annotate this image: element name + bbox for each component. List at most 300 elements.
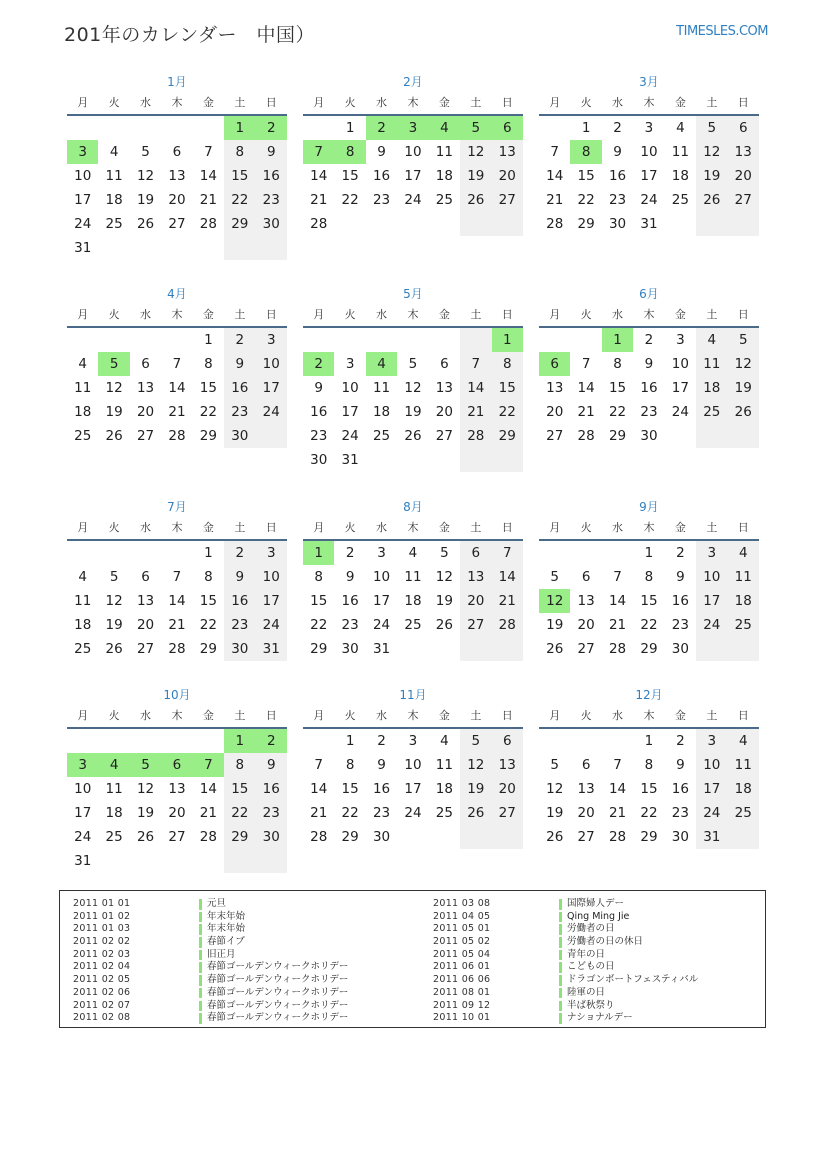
day-cell: 27 (577, 829, 595, 845)
day-cell: 29 (608, 428, 627, 444)
day-cell: 23 (671, 617, 689, 633)
day-cell: 1 (204, 332, 213, 348)
day-cell: 23 (640, 404, 658, 420)
holiday-name: 労働者の日の休日 (567, 936, 644, 948)
day-cell: 1 (204, 545, 213, 561)
day-cell: 26 (460, 801, 491, 825)
day-cell: 8 (224, 140, 255, 164)
weekday-header: 木 (397, 304, 428, 328)
empty-cell (429, 212, 460, 236)
weekday-header: 日 (492, 517, 523, 541)
day-cell: 9 (377, 144, 386, 160)
day-cell: 16 (224, 376, 255, 400)
empty-cell (161, 116, 192, 140)
day-cell: 13 (728, 140, 759, 164)
holiday-date: 2011 02 02 (73, 936, 131, 948)
day-cell: 24 (671, 404, 689, 420)
weekday-header: 水 (130, 304, 161, 328)
day-cell: 11 (696, 352, 727, 376)
day-cell: 23 (256, 801, 287, 825)
holiday-date: 2011 05 02 (433, 936, 491, 948)
day-cell: 4 (408, 545, 418, 561)
day-cell: 7 (550, 144, 559, 160)
weekday-header: 木 (161, 705, 192, 729)
holiday-marker (559, 924, 562, 935)
day-cell: 13 (168, 168, 186, 184)
day-cell: 4 (429, 116, 460, 140)
empty-cell (728, 212, 759, 236)
month-4 (67, 284, 287, 448)
weekday-header: 火 (334, 517, 365, 541)
day-cell: 1 (581, 120, 591, 136)
day-cell: 9 (314, 380, 323, 396)
day-cell: 26 (105, 428, 123, 444)
day-cell: 16 (224, 589, 255, 613)
month-name: 11月 (399, 688, 427, 702)
day-cell: 6 (440, 356, 449, 372)
empty-cell (98, 116, 129, 140)
empty-cell (366, 212, 397, 236)
day-cell: 28 (168, 641, 186, 657)
month-6 (539, 284, 759, 448)
day-cell: 13 (577, 593, 595, 609)
holiday-marker (199, 912, 202, 923)
day-cell: 19 (460, 164, 491, 188)
holiday-list (59, 890, 766, 1028)
day-cell: 25 (74, 428, 92, 444)
day-cell: 20 (492, 164, 523, 188)
day-cell: 8 (334, 140, 365, 164)
month-days-grid (67, 705, 287, 873)
empty-cell (492, 448, 523, 472)
day-cell: 21 (546, 192, 564, 208)
empty-cell (460, 448, 491, 472)
day-cell: 23 (310, 428, 328, 444)
empty-cell (570, 328, 601, 352)
empty-cell (256, 849, 287, 873)
weekday-header: 金 (429, 517, 460, 541)
empty-cell (665, 212, 696, 236)
holiday-date: 2011 09 12 (433, 999, 491, 1011)
empty-cell (429, 328, 460, 352)
empty-cell (130, 116, 161, 140)
day-cell: 30 (372, 829, 391, 845)
day-cell: 16 (256, 164, 287, 188)
day-cell: 8 (224, 753, 255, 777)
weekday-header: 水 (366, 92, 397, 116)
day-cell: 30 (341, 641, 359, 657)
day-cell: 2 (676, 733, 685, 749)
day-cell: 23 (372, 192, 391, 208)
day-cell: 25 (671, 192, 689, 208)
day-cell: 5 (440, 545, 449, 561)
weekday-header: 火 (98, 304, 129, 328)
day-cell: 5 (109, 569, 119, 585)
holiday-date: 2011 05 01 (433, 923, 491, 935)
empty-cell (67, 328, 98, 352)
weekday-header: 月 (539, 92, 570, 116)
day-cell: 22 (608, 404, 627, 420)
day-cell: 20 (492, 777, 523, 801)
day-cell: 30 (310, 452, 328, 468)
day-cell: 17 (372, 593, 391, 609)
day-cell: 10 (341, 380, 359, 396)
brand-logo[interactable]: TIMESLES.COM (676, 24, 768, 39)
day-cell: 30 (224, 637, 255, 661)
day-cell: 20 (136, 404, 155, 420)
day-cell: 29 (199, 641, 217, 657)
holiday-name: 陸軍の日 (567, 986, 606, 998)
weekday-header: 金 (193, 705, 224, 729)
empty-cell (397, 212, 428, 236)
weekday-header: 月 (539, 304, 570, 328)
day-cell: 13 (492, 753, 523, 777)
day-cell: 28 (608, 641, 627, 657)
weekday-header: 火 (334, 304, 365, 328)
day-cell: 27 (136, 641, 155, 657)
day-cell: 10 (404, 757, 422, 773)
day-cell: 23 (671, 805, 689, 821)
holiday-name: 春節イブ (207, 936, 245, 948)
day-cell: 15 (310, 593, 328, 609)
day-cell: 8 (644, 569, 654, 585)
month-2 (303, 72, 523, 236)
day-cell: 31 (696, 825, 727, 849)
day-cell: 15 (199, 593, 217, 609)
day-cell: 17 (74, 805, 92, 821)
day-cell: 9 (256, 753, 287, 777)
day-cell: 21 (168, 404, 186, 420)
day-cell: 17 (696, 777, 727, 801)
day-cell: 12 (435, 569, 453, 585)
day-cell: 4 (440, 733, 449, 749)
day-cell: 24 (74, 216, 92, 232)
day-cell: 3 (67, 753, 98, 777)
day-cell: 9 (676, 757, 685, 773)
day-cell: 6 (492, 729, 523, 753)
day-cell: 21 (608, 805, 627, 821)
day-cell: 2 (644, 332, 654, 348)
day-cell: 18 (372, 404, 391, 420)
holiday-name: 春節ゴールデンウィークホリデー (207, 961, 349, 973)
holiday-name: 春節ゴールデンウィークホリデー (207, 1012, 349, 1024)
weekday-header: 金 (193, 517, 224, 541)
month-8 (303, 497, 523, 661)
day-cell: 14 (492, 565, 523, 589)
empty-cell (539, 541, 570, 565)
day-cell: 24 (640, 192, 658, 208)
day-cell: 18 (404, 593, 422, 609)
holiday-name: ナショナルデー (567, 1012, 633, 1024)
day-cell: 18 (105, 192, 123, 208)
day-cell: 31 (341, 452, 359, 468)
day-cell: 16 (341, 593, 359, 609)
day-cell: 10 (256, 352, 287, 376)
holiday-name: 元旦 (207, 898, 227, 909)
day-cell: 7 (303, 140, 334, 164)
day-cell: 12 (728, 352, 759, 376)
day-cell: 25 (105, 216, 123, 232)
month-days-grid (303, 705, 523, 849)
day-cell: 6 (141, 569, 150, 585)
day-cell: 21 (608, 617, 627, 633)
holiday-name: ドラゴンボートフェスティバル (567, 974, 699, 986)
weekday-header: 土 (696, 304, 727, 328)
day-cell: 20 (577, 805, 595, 821)
day-cell: 22 (341, 192, 359, 208)
day-cell: 28 (199, 829, 217, 845)
day-cell: 7 (172, 569, 182, 585)
empty-cell (130, 328, 161, 352)
holiday-date: 2011 02 04 (73, 961, 131, 973)
month-name: 12月 (635, 688, 663, 702)
month-days-grid (539, 517, 759, 661)
empty-cell (130, 236, 161, 260)
day-cell: 11 (404, 569, 422, 585)
day-cell: 28 (577, 428, 595, 444)
day-cell: 30 (608, 216, 627, 232)
month-name: 5月 (403, 287, 423, 301)
day-cell: 17 (671, 380, 689, 396)
day-cell: 1 (644, 733, 654, 749)
day-cell: 14 (310, 168, 328, 184)
day-cell: 4 (728, 541, 759, 565)
day-cell: 18 (671, 168, 689, 184)
empty-cell (429, 448, 460, 472)
day-cell: 9 (224, 352, 255, 376)
day-cell: 4 (728, 729, 759, 753)
weekday-header: 土 (460, 517, 491, 541)
day-cell: 3 (397, 116, 428, 140)
month-days-grid (303, 517, 523, 661)
holiday-date: 2011 08 01 (433, 986, 491, 998)
empty-cell (602, 541, 633, 565)
day-cell: 29 (492, 424, 523, 448)
empty-cell (98, 236, 129, 260)
day-cell: 25 (728, 613, 759, 637)
day-cell: 11 (728, 565, 759, 589)
holiday-date: 2011 02 06 (73, 986, 131, 998)
day-cell: 6 (172, 144, 182, 160)
empty-cell (397, 637, 428, 661)
day-cell: 19 (460, 777, 491, 801)
day-cell: 10 (640, 144, 658, 160)
day-cell: 5 (460, 729, 491, 753)
day-cell: 20 (168, 805, 186, 821)
empty-cell (193, 849, 224, 873)
day-cell: 14 (608, 593, 627, 609)
day-cell: 13 (577, 781, 595, 797)
day-cell: 16 (372, 168, 391, 184)
holiday-marker (199, 1013, 202, 1024)
day-cell: 29 (577, 216, 595, 232)
holiday-date: 2011 02 07 (73, 999, 131, 1011)
day-cell: 11 (671, 144, 689, 160)
weekday-header: 水 (366, 304, 397, 328)
empty-cell (130, 729, 161, 753)
weekday-header: 土 (224, 517, 255, 541)
day-cell: 4 (109, 144, 119, 160)
day-cell: 12 (460, 753, 491, 777)
day-cell: 30 (671, 641, 689, 657)
weekday-header: 木 (633, 705, 664, 729)
day-cell: 6 (161, 753, 192, 777)
day-cell: 30 (256, 212, 287, 236)
month-days-grid (67, 92, 287, 260)
day-cell: 31 (640, 216, 658, 232)
day-cell: 26 (728, 400, 759, 424)
day-cell: 23 (256, 188, 287, 212)
holiday-date: 2011 06 01 (433, 961, 491, 973)
empty-cell (130, 541, 161, 565)
day-cell: 24 (256, 400, 287, 424)
day-cell: 12 (404, 380, 422, 396)
weekday-header: 木 (397, 92, 428, 116)
day-cell: 19 (136, 805, 155, 821)
day-cell: 12 (460, 140, 491, 164)
day-cell: 14 (577, 380, 595, 396)
day-cell: 9 (345, 569, 355, 585)
day-cell: 25 (404, 617, 422, 633)
day-cell: 22 (224, 188, 255, 212)
empty-cell (602, 729, 633, 753)
day-cell: 10 (256, 565, 287, 589)
weekday-header: 月 (303, 304, 334, 328)
day-cell: 8 (644, 757, 654, 773)
day-cell: 3 (644, 120, 654, 136)
weekday-header: 木 (633, 304, 664, 328)
day-cell: 11 (435, 757, 453, 773)
day-cell: 29 (640, 829, 658, 845)
empty-cell (728, 825, 759, 849)
holiday-marker (559, 899, 562, 910)
day-cell: 30 (671, 829, 689, 845)
month-9 (539, 497, 759, 661)
weekday-header: 金 (665, 92, 696, 116)
empty-cell (366, 448, 397, 472)
month-days-grid (303, 92, 523, 236)
day-cell: 12 (105, 593, 123, 609)
weekday-header: 火 (334, 705, 365, 729)
holiday-marker (199, 899, 202, 910)
day-cell: 22 (640, 617, 658, 633)
weekday-header: 金 (193, 304, 224, 328)
empty-cell (161, 328, 192, 352)
weekday-header: 月 (539, 517, 570, 541)
day-cell: 15 (640, 593, 658, 609)
day-cell: 5 (408, 356, 418, 372)
day-cell: 14 (608, 781, 627, 797)
empty-cell (429, 825, 460, 849)
day-cell: 7 (193, 753, 224, 777)
day-cell: 26 (546, 641, 564, 657)
weekday-header: 木 (397, 517, 428, 541)
day-cell: 20 (577, 617, 595, 633)
day-cell: 29 (224, 212, 255, 236)
day-cell: 21 (199, 192, 217, 208)
day-cell: 10 (671, 356, 689, 372)
day-cell: 19 (136, 192, 155, 208)
day-cell: 26 (460, 188, 491, 212)
day-cell: 29 (199, 428, 217, 444)
day-cell: 4 (696, 328, 727, 352)
day-cell: 28 (199, 216, 217, 232)
day-cell: 20 (435, 404, 453, 420)
day-cell: 19 (546, 617, 564, 633)
weekday-header: 金 (429, 304, 460, 328)
day-cell: 27 (577, 641, 595, 657)
day-cell: 24 (404, 192, 422, 208)
day-cell: 16 (640, 380, 658, 396)
weekday-header: 火 (98, 517, 129, 541)
day-cell: 5 (550, 569, 559, 585)
empty-cell (366, 328, 397, 352)
day-cell: 26 (404, 428, 422, 444)
weekday-header: 水 (366, 517, 397, 541)
empty-cell (460, 328, 491, 352)
weekday-header: 火 (570, 705, 601, 729)
weekday-header: 日 (256, 304, 287, 328)
holiday-name: 春節ゴールデンウィークホリデー (207, 986, 349, 998)
empty-cell (334, 212, 365, 236)
day-cell: 18 (728, 589, 759, 613)
empty-cell (67, 541, 98, 565)
month-name: 7月 (167, 500, 187, 514)
weekday-header: 木 (397, 705, 428, 729)
weekday-header: 月 (539, 705, 570, 729)
month-name: 2月 (403, 75, 423, 89)
day-cell: 20 (546, 404, 564, 420)
holiday-marker (199, 988, 202, 999)
day-cell: 11 (74, 593, 92, 609)
day-cell: 23 (224, 400, 255, 424)
weekday-header: 水 (602, 304, 633, 328)
day-cell: 12 (136, 781, 155, 797)
day-cell: 22 (224, 801, 255, 825)
day-cell: 12 (546, 781, 564, 797)
day-cell: 14 (460, 376, 491, 400)
day-cell: 21 (168, 617, 186, 633)
day-cell: 30 (256, 825, 287, 849)
day-cell: 31 (256, 637, 287, 661)
day-cell: 6 (141, 356, 150, 372)
day-cell: 18 (435, 168, 453, 184)
empty-cell (224, 849, 255, 873)
day-cell: 5 (460, 116, 491, 140)
day-cell: 2 (345, 545, 355, 561)
day-cell: 23 (608, 192, 627, 208)
day-cell: 4 (366, 352, 397, 376)
day-cell: 18 (728, 777, 759, 801)
day-cell: 27 (492, 801, 523, 825)
day-cell: 11 (435, 144, 453, 160)
empty-cell (492, 212, 523, 236)
day-cell: 16 (671, 781, 689, 797)
day-cell: 13 (168, 781, 186, 797)
day-cell: 5 (130, 753, 161, 777)
holiday-date: 2011 06 06 (433, 974, 491, 986)
day-cell: 8 (613, 356, 622, 372)
holiday-date: 2011 01 01 (73, 898, 131, 909)
day-cell: 17 (341, 404, 359, 420)
empty-cell (665, 424, 696, 448)
holiday-name: 青年の日 (567, 948, 606, 960)
day-cell: 5 (98, 352, 129, 376)
empty-cell (492, 637, 523, 661)
day-cell: 12 (105, 380, 123, 396)
empty-cell (256, 236, 287, 260)
day-cell: 13 (546, 380, 564, 396)
